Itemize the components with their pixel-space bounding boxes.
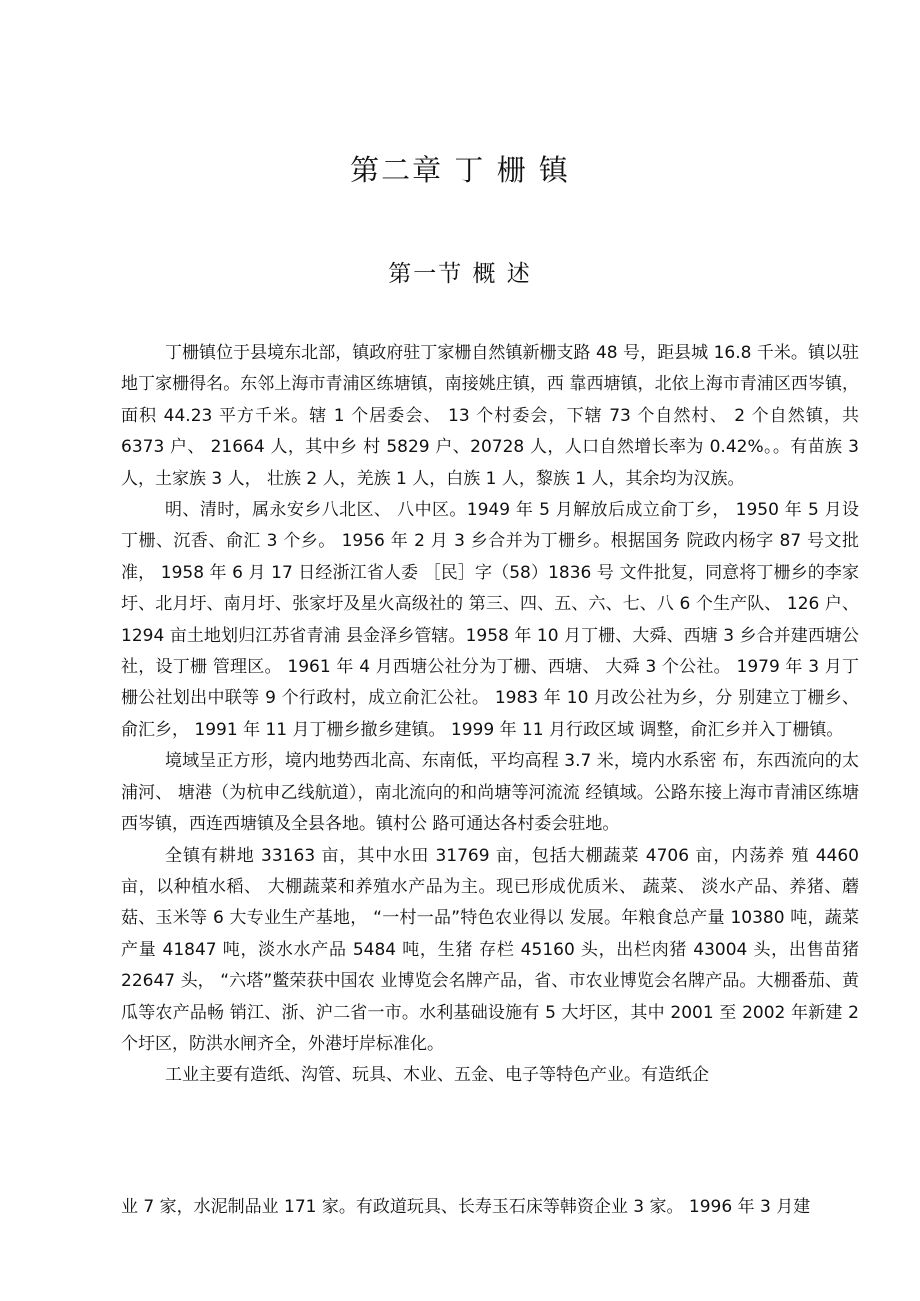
paragraph-industry: 工业主要有造纸、沟管、玩具、木业、五金、电子等特色产业。有造纸企 xyxy=(165,1065,709,1086)
chapter-title: 第二章 丁 栅 镇 xyxy=(350,153,570,187)
body-text xyxy=(121,338,859,1092)
paragraph-history: 明、清时，属永安乡八北区、 八中区。1949 年 5 月解放后成立俞丁乡， 1950 年 5 月设丁栅、沉香、俞汇 3 个乡。 1956 年 2 月 3 乡合并为丁栅乡。根据国务 院政内杨字 87 号文批准， 1958 年 6 月 17 日经浙江省人委 ［民］字（58）1836 号 文件批复，同意将丁栅乡的李家圩、北月圩、南月圩、张家圩及星火高级社的 第三、四、五、六、七、八 6 个生产队、 126 户、 1294 亩土地划归江苏省青浦 县金泽乡管辖。1958 年 10 月丁栅、大舜、西塘 3 乡合并建西塘公社，设丁栅 管理区。 1961 年 4 月西塘公社分为丁栅、西塘、 大舜 3 个公社。 1979 年 3 月丁 栅公社划出中联等 9 个行政村，成立俞汇公社。 1983 年 10 月改公社为乡，分 别建立丁栅乡、 俞汇乡， 1991 年 11 月丁栅乡撤乡建镇。 1999 年 11 月行政区域 调整，俞汇乡并入丁栅镇。 xyxy=(121,500,859,740)
paragraph-overview: 丁栅镇位于县境东北部，镇政府驻丁家栅自然镇新栅支路 48 号，距县城 16.8 千米。镇以驻地丁家栅得名。东邻上海市青浦区练塘镇，南接姚庄镇，西 靠西塘镇，北依上海市青浦区西岑镇，面积 44.23 平方千米。辖 1 个居委会、 13 个村委会，下辖 73 个自然村、 2 个自然镇，共 6373 户、 21664 人，其中乡 村 5829 户、20728 人，人口自然增长率为 0.42%。。有苗族 3 人，土家族 3 人， 壮族 2 人，羌族 1 人，白族 1 人，黎族 1 人，其余均为汉族。 xyxy=(121,343,859,489)
section-title: 第一节 概 述 xyxy=(388,261,532,287)
paragraph-geography: 境域呈正方形，境内地势西北高、东南低，平均高程 3.7 米，境内水系密 布，东西流向的太浦河、 塘港（为杭申乙线航道），南北流向的和尚塘等河流流 经镇域。公路东接上海市青浦区练塘西岑镇，西连西塘镇及全县各地。镇村公 路可通达各村委会驻地。 xyxy=(121,751,859,835)
paragraph-agriculture: 全镇有耕地 33163 亩，其中水田 31769 亩，包括大棚蔬菜 4706 亩，内荡养 殖 4460 亩，以种植水稻、 大棚蔬菜和养殖水产品为主。现已形成优质米、 蔬菜、 淡水产品、养猪、蘑菇、玉米等 6 大专业生产基地， “一村一品”特色农业得以 发展。年粮食总产量 10380 吨，蔬菜产量 41847 吨，淡水水产品 5484 吨，生猪 存栏 45160 头，出栏肉猪 43004 头，出售苗猪 22647 头， “六塔”鳖荣获中国农 业博览会名牌产品，省、市农业博览会名牌产品。大棚番茄、黄瓜等农产品畅 销江、浙、沪二省一市。水利基础设施有 5 大圩区，其中 2001 至 2002 年新建 2 个圩区，防洪水闸齐全，外港圩岸标准化。 xyxy=(121,845,859,1054)
paragraph-continuation: 业 7 家，水泥制品业 171 家。有政道玩具、长寿玉石床等韩资企业 3 家。 1996 年 3 月建 xyxy=(121,1197,811,1217)
